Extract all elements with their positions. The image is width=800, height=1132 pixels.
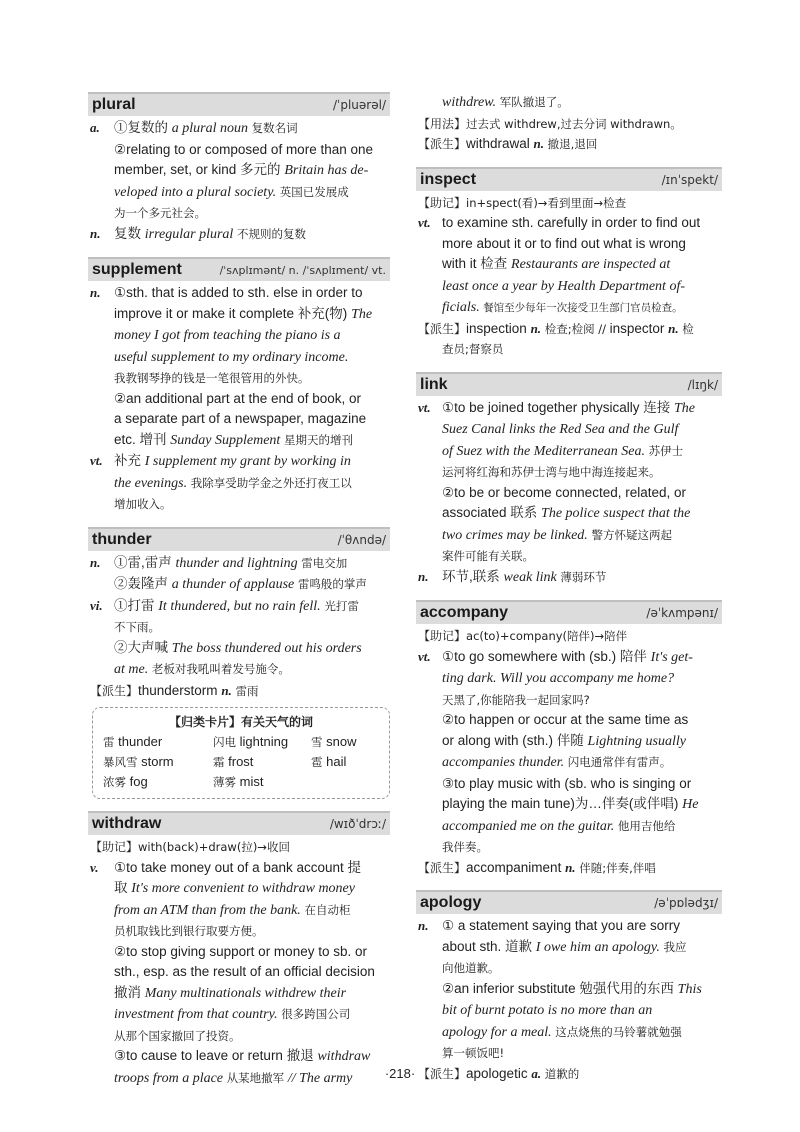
entry-header-inspect	[416, 167, 722, 191]
entry-header-apology	[416, 890, 722, 914]
phonetic: /ˈpluərəl/	[333, 98, 386, 112]
entry-body-withdraw: 【助记】with(back)+draw(拉)→收回 v. ①to take money out of a bank account 提 取 It's more convenient to withdraw money from an ATM than from the bank. 在自动柜 员机取钱比到银行取要方便。 ②to stop giving support or money to sb. or sth., esp. as the result of an official decision 撤消 Many multinationals withdrew their investment from that country. 很多跨国公司 从那个国家撤回了投资。 ③to cause to leave or return 撤退 withdraw troops from a place 从某地撤军 // The army	[90, 840, 375, 1086]
phonetic: /wɪðˈdrɔː/	[329, 817, 386, 831]
headword: thunder	[92, 530, 152, 548]
right-column	[416, 92, 722, 1084]
headword: accompany	[420, 604, 509, 621]
headword: plural	[92, 96, 136, 113]
entry-header-withdraw	[88, 811, 390, 835]
headword: inspect	[420, 170, 477, 188]
headword: supplement	[92, 261, 182, 278]
card-item: 雷 thunder	[103, 734, 163, 749]
headword: apology	[420, 894, 482, 911]
card-item: 薄雾 mist	[213, 774, 264, 789]
pos-label: a.	[90, 120, 100, 135]
entry-body-apology: n. ① a statement saying that you are sorry about sth. 道歉 I owe him an apology. 我应 向他道歉。 ②an inferior substitute 勉强代用的东西 This bit of burnt potato is no more than an apology for a meal. 这点烧焦的马铃薯就勉强 算一顿饭吧! 【派生】apologetic a. 道歉的	[418, 918, 702, 1081]
entry-header-link	[416, 372, 722, 396]
entry-continuation-withdraw: withdrew. 军队撤退了。 【用法】过去式 withdrew,过去分词 withdrawn。 【派生】withdrawal n. 撤退,退回	[418, 95, 682, 151]
category-card	[92, 707, 390, 799]
entry-body-inspect: 【助记】in+spect(看)→看到里面→检查 vt. to examine sth. carefully in order to find out more about it or to find out what is wrong with it 检查 Restaurants are inspected at least once a year by Health Department of- ficials. 餐馆至少每年一次接受卫生部门官员检查。 【派生】inspection n. 检查;检阅 // inspector n. 检 查员;督察员	[418, 195, 701, 356]
card-item: 雪 snow	[311, 734, 357, 749]
entry-body-accompany: 【助记】ac(to)+company(陪伴)→陪伴 vt. ①to go somewhere with (sb.) 陪伴 It's get- ting dark. Will you accompany me home? 天黑了,你能陪我一起回家吗? ②to happen or occur at the same time as or along with (sth.) 伴随 Lightning usually accompanies thunder. 闪电通常伴有雷声。 ③to play music with (sb. who is singing or playing the main tune)为…伴奏(或伴唱) He accompanied me on the guitar. 他用吉他给 我伴奏。 【派生】accompaniment n. 伴随;伴奏,伴唱	[418, 629, 699, 875]
entry-body-supplement: n. ①sth. that is added to sth. else in order to improve it or make it complete 补充(物) The money I got from teaching the piano is a useful supplement to my ordinary income. 我教钢琴挣的钱是一笔很管用的外快。 ②an additional part at the end of book, or a separate part of a newspaper, magazine etc. 增刊 Sunday Supplement 星期天的增刊 vt. 补充 I supplement my grant by working in the evenings. 我除享受助学金之外还打夜工以 增加收入。	[90, 285, 373, 511]
card-item: 霜 frost	[213, 754, 254, 769]
entry-header-thunder	[88, 527, 390, 551]
phonetic: /ˈθʌndə/	[337, 532, 386, 547]
entry-body-link: vt. ①to be joined together physically 连接 The Suez Canal links the Red Sea and the Gulf of Suez with the Mediterranean Sea. 苏伊士 运河将红海和苏伊士湾与地中海连接起来。 ②to be or become connected, related, or associated 联系 The police suspect that the two crimes may be linked. 警方怀疑这两起 案件可能有关联。 n. 环节,联系 weak link 薄弱环节	[418, 399, 695, 585]
headword: link	[420, 375, 448, 393]
entry-header-plural	[88, 92, 390, 116]
phonetic: /əˈpɒlədʒɪ/	[654, 896, 718, 910]
phonetic: /lɪŋk/	[687, 377, 718, 392]
card-title: 【归类卡片】有关天气的词	[168, 715, 313, 729]
card-item: 浓雾 fog	[103, 774, 148, 789]
phonetic: /əˈkʌmpənɪ/	[646, 606, 718, 620]
entry-header-accompany	[416, 600, 722, 624]
entry-body-plural: a. ①复数的 a plural noun 复数名词 ②relating to or composed of more than one member, set, or kind 多元的 Britain has de- veloped into a plural society. 英国已发展成 为一个多元社会。 n. 复数 irregular plural 不规则的复数	[88, 118, 390, 245]
card-item: 雹 hail	[311, 754, 347, 769]
card-item: 暴风雪 storm	[103, 754, 174, 769]
page-number: ·218·	[384, 1066, 416, 1081]
headword: withdraw	[92, 815, 162, 832]
entry-body-thunder: n. ①雷,雷声 thunder and lightning 雷电交加 ②轰隆声 a thunder of applause 雷鸣般的掌声 vi. ①打雷 It thundered, but no rain fell. 光打雷 不下雨。 ②大声喊 The boss thundered out his orders at me. 老板对我吼叫着发号施令。 【派生】thunderstorm n. 雷雨 【归类卡片】有关天气的词 雷 thunder 闪电 lightning 雪 snow 暴风雪 storm 霜 frost 雹 hail 浓雾 fog 薄雾 mist	[88, 553, 390, 800]
card-item: 闪电 lightning	[213, 734, 289, 749]
pos-label: n.	[90, 225, 101, 241]
entry-header-supplement	[88, 257, 390, 281]
card-grid	[103, 732, 379, 792]
phonetic: /ɪnˈspekt/	[661, 172, 718, 187]
phonetic: /ˈsʌplɪmənt/ n. /ˈsʌplɪment/ vt.	[219, 263, 386, 277]
left-column	[88, 92, 390, 1089]
